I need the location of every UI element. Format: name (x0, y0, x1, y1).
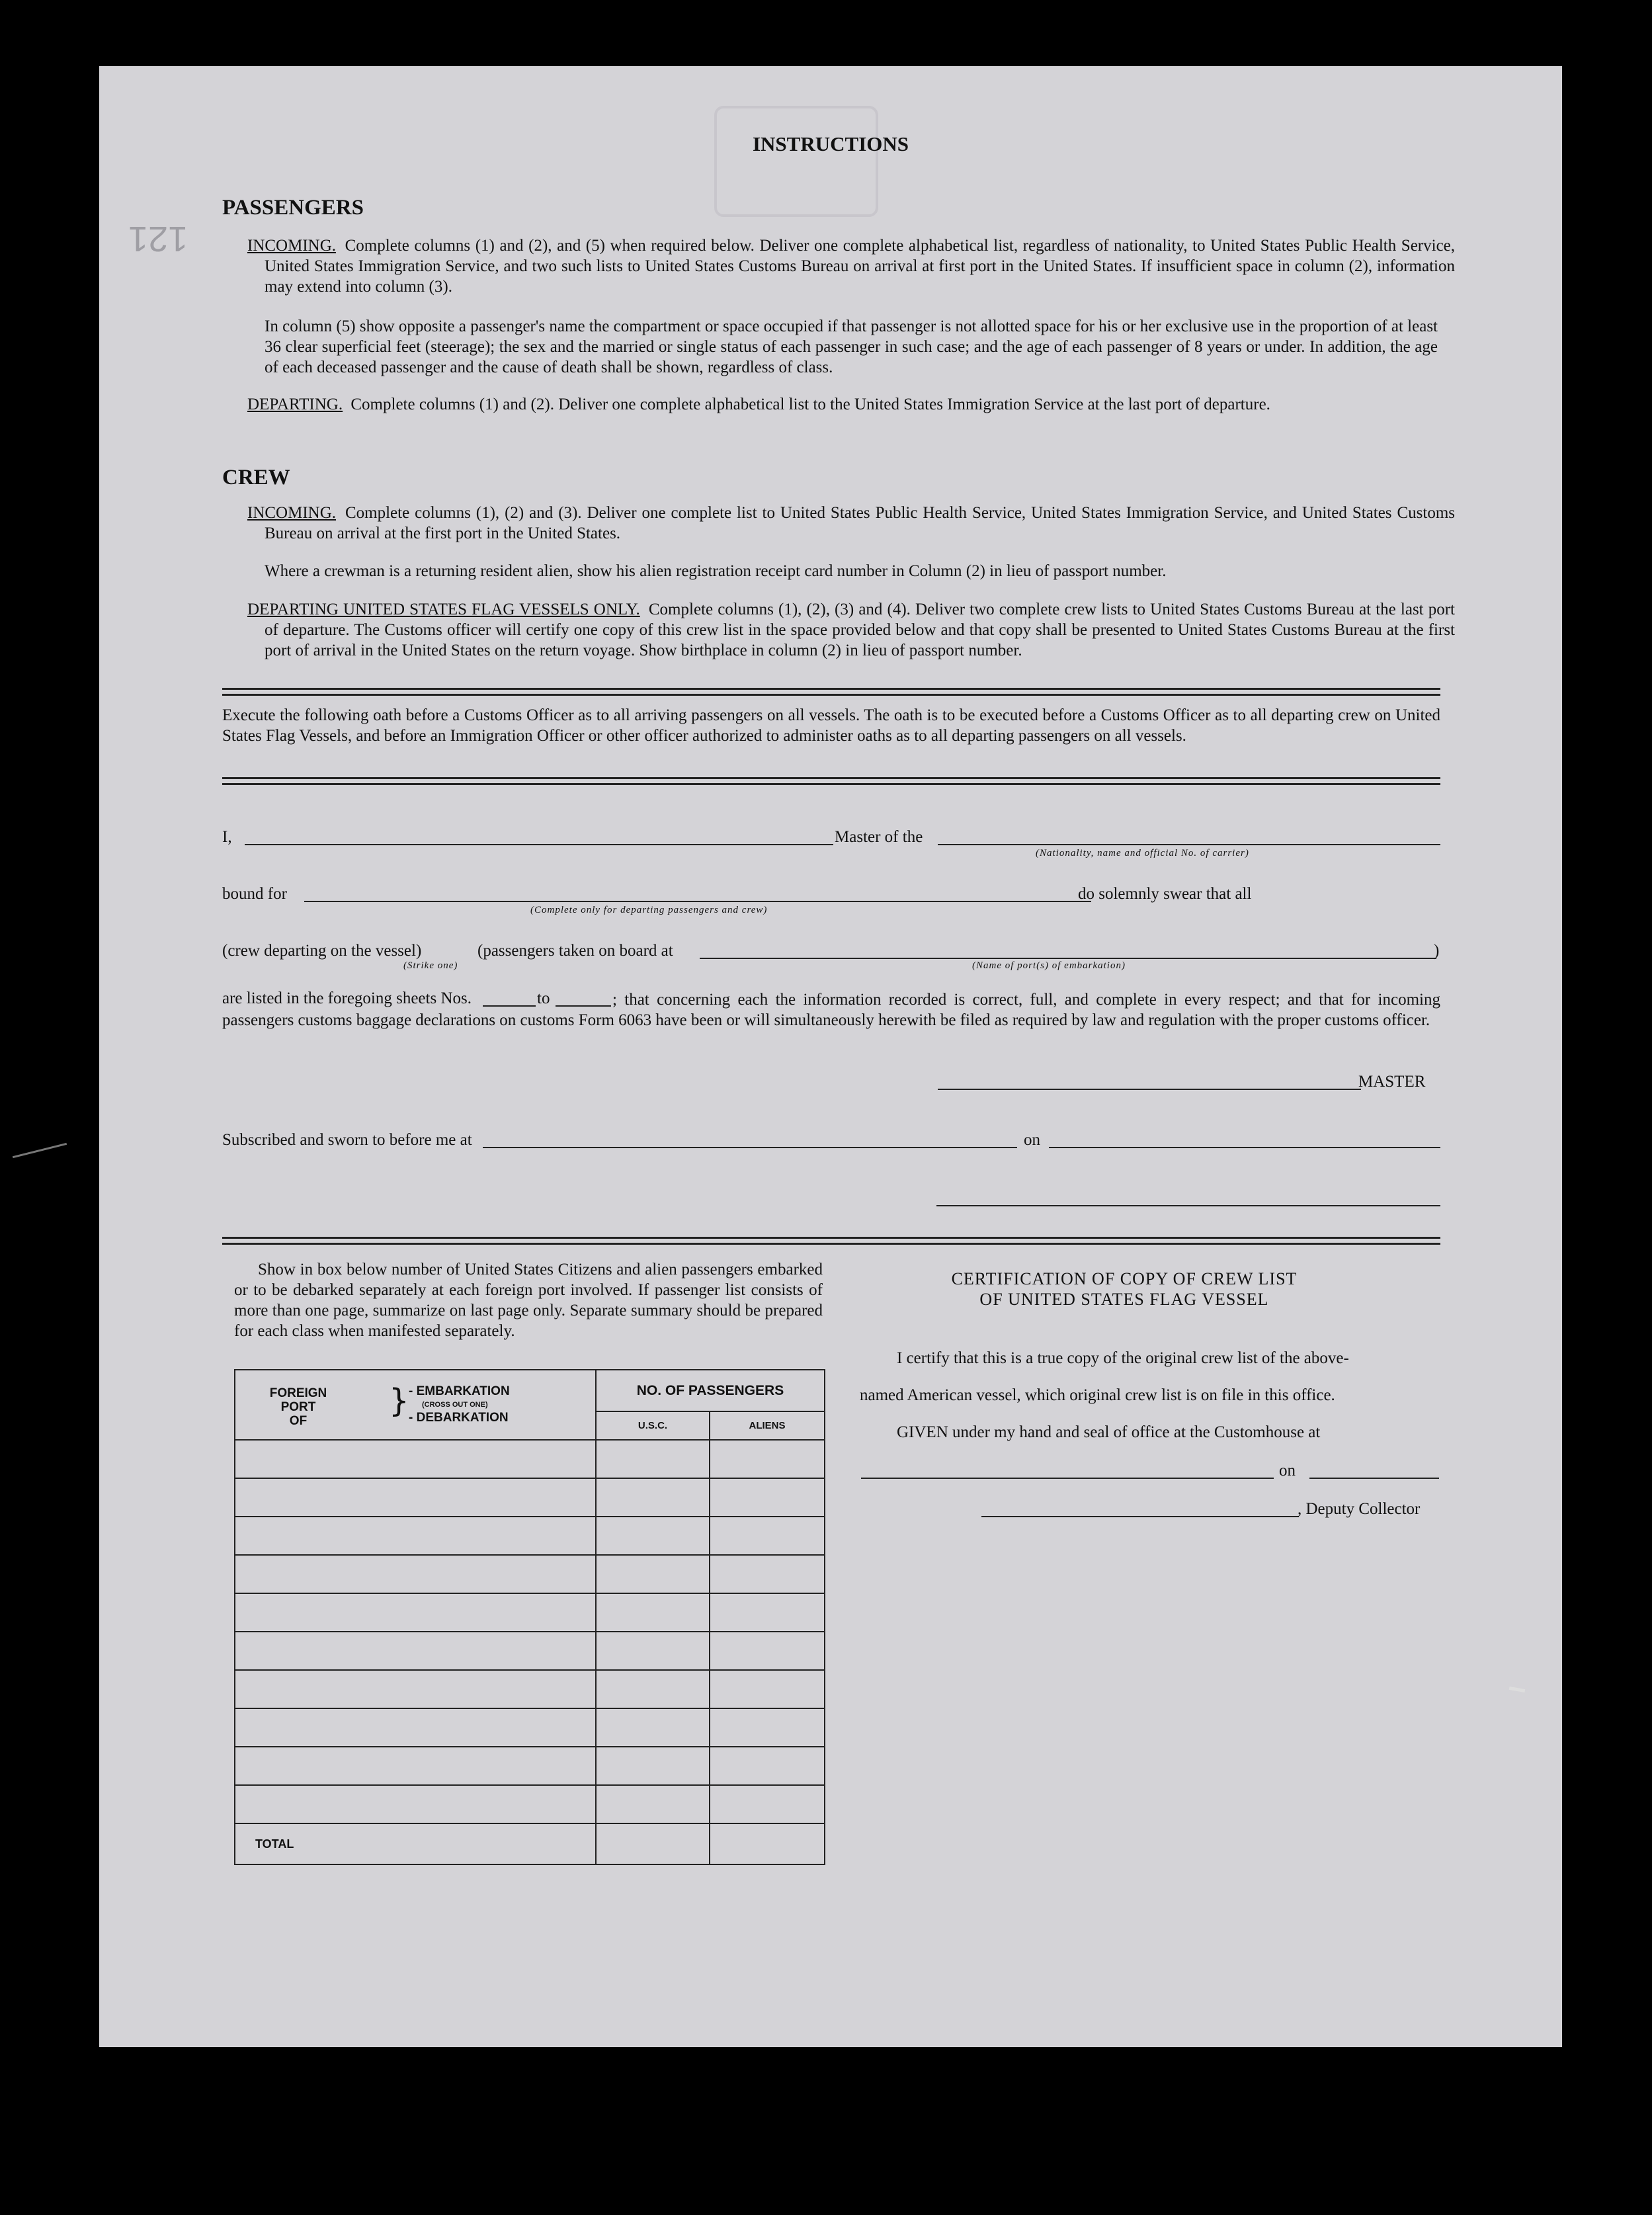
page-title: INSTRUCTIONS (752, 132, 909, 155)
master-name-field[interactable] (245, 844, 833, 845)
port-cell[interactable] (235, 1517, 596, 1555)
master-signature-field[interactable] (938, 1089, 1361, 1090)
total-label: TOTAL (255, 1837, 294, 1851)
port-cell[interactable] (235, 1785, 596, 1823)
aliens-cell[interactable] (710, 1708, 825, 1747)
crew-heading: CREW (222, 466, 290, 489)
crew-departing-paragraph (247, 599, 1455, 661)
passengers-heading: PASSENGERS (222, 196, 364, 220)
on-label: on (1024, 1131, 1040, 1149)
usc-cell[interactable] (596, 1517, 710, 1555)
aliens-cell[interactable] (710, 1555, 825, 1593)
port-cell[interactable] (235, 1593, 596, 1632)
brace-icon: } (389, 1382, 409, 1419)
double-rule (222, 688, 1440, 696)
usc-cell[interactable] (596, 1555, 710, 1593)
strike-caption: (Strike one) (403, 960, 458, 971)
crew-departing-lead: DEPARTING UNITED STATES FLAG VESSELS ONLY. (247, 601, 640, 618)
sworn-place-field[interactable] (483, 1147, 1017, 1148)
aliens-cell[interactable] (710, 1785, 825, 1823)
cert-date-field[interactable] (1309, 1478, 1439, 1479)
aliens-total-cell[interactable] (710, 1823, 825, 1864)
oath-instructions: Execute the following oath before a Customs Officer as to all arriving passengers on all vessels. The oath is to be executed before a Customs Officer as to all departing crew on United States Flag Vessels, and before an Immigration Officer or other officer authorized to administer oaths as to all departing passengers on all vessels. (222, 706, 1440, 745)
usc-cell[interactable] (596, 1632, 710, 1670)
aliens-cell[interactable] (710, 1478, 825, 1517)
usc-cell[interactable] (596, 1785, 710, 1823)
port-cell[interactable] (235, 1632, 596, 1670)
passengers-departing-text: Complete columns (1) and (2). Deliver one complete alphabetical list to the United States Immigration Service at the last port of departure. (351, 396, 1270, 413)
of-label: OF (289, 1414, 308, 1428)
usc-cell[interactable] (596, 1708, 710, 1747)
officer-signature-field[interactable] (936, 1205, 1440, 1206)
port-label: PORT (280, 1400, 316, 1414)
certification-title-line2: OF UNITED STATES FLAG VESSEL (979, 1290, 1269, 1309)
master-of-label: Master of the (835, 828, 923, 846)
port-cell[interactable] (235, 1708, 596, 1747)
carrier-caption: (Nationality, name and official No. of carrier) (1036, 848, 1249, 858)
carrier-field[interactable] (938, 844, 1440, 845)
listed-continuation (222, 989, 1440, 1030)
embarkation-ports-field[interactable] (700, 958, 1436, 959)
passengers-incoming-paragraph (247, 235, 1455, 297)
ports-caption: (Name of port(s) of embarkation) (972, 960, 1126, 971)
crew-incoming-lead: INCOMING. (247, 504, 337, 522)
aliens-header: ALIENS (710, 1411, 825, 1440)
port-header-cell (235, 1370, 596, 1440)
passengers-departing-paragraph (247, 394, 1455, 415)
aliens-cell[interactable] (710, 1440, 825, 1478)
certification-title (860, 1269, 1389, 1310)
passenger-summary-table (234, 1369, 825, 1865)
cross-out-note: (CROSS OUT ONE) (422, 1401, 488, 1409)
swear-label: do solemnly swear that all (1078, 885, 1252, 903)
embarkation-option[interactable]: - EMBARKATION (409, 1384, 510, 1398)
crew-resident-paragraph: Where a crewman is a returning resident alien, show his alien registration receipt card number in Column (2) in lieu of passport number. (265, 562, 1167, 580)
summary-instructions: Show in box below number of United States Citizens and alien passengers embarked or to be debarked separately at each foreign port involved. If passenger list consists of more than one page, summarize on last page only. Separate summary should be prepared for each class when manifested separately. (234, 1261, 823, 1340)
usc-cell[interactable] (596, 1670, 710, 1708)
total-label-cell (235, 1823, 596, 1864)
usc-cell[interactable] (596, 1593, 710, 1632)
certify-line2: named American vessel, which original crew list is on file in this office. (860, 1386, 1335, 1404)
usc-header: U.S.C. (596, 1411, 710, 1440)
aliens-cell[interactable] (710, 1517, 825, 1555)
port-cell[interactable] (235, 1670, 596, 1708)
usc-total-cell[interactable] (596, 1823, 710, 1864)
certification-title-line1: CERTIFICATION OF COPY OF CREW LIST (951, 1269, 1298, 1288)
crew-incoming-paragraph (247, 503, 1455, 544)
listed-continuation-text: ; that concerning each the information recorded is correct, full, and complete in every respect; and that for incoming passengers customs baggage declarations on customs Form 6063 have been or will simultaneously herewith be filed as required by law and regulation with the proper customs officer. (222, 991, 1440, 1029)
margin-mark (13, 1143, 67, 1158)
double-rule (222, 1237, 1440, 1245)
port-cell[interactable] (235, 1478, 596, 1517)
passengers-incoming-text: Complete columns (1) and (2), and (5) when required below. Deliver one complete alphabetical list, regardless of nationality, to United States Public Health Service, United States Immigration Service, and two such lists to United States Customs Bureau on arrival at first port in the United States. If insufficient space in column (2), information may extend into column (3). (265, 237, 1456, 296)
port-cell[interactable] (235, 1555, 596, 1593)
cert-on-label: on (1279, 1462, 1296, 1480)
crew-incoming-text: Complete columns (1), (2) and (3). Deliver one complete list to United States Public Health Service, United States Immigration Service, and United States Customs Bureau on arrival at the first port in the United States. (265, 504, 1455, 542)
bound-caption: (Complete only for departing passengers and crew) (530, 905, 768, 915)
close-paren: ) (1434, 942, 1440, 960)
master-label: MASTER (1358, 1073, 1426, 1091)
i-label: I, (222, 828, 232, 846)
customhouse-field[interactable] (861, 1478, 1274, 1479)
usc-cell[interactable] (596, 1440, 710, 1478)
no-of-passengers-header: NO. OF PASSENGERS (596, 1370, 825, 1411)
crew-departing-option[interactable]: (crew departing on the vessel) (222, 942, 422, 960)
usc-cell[interactable] (596, 1478, 710, 1517)
aliens-cell[interactable] (710, 1593, 825, 1632)
bound-for-field-2[interactable] (958, 901, 1074, 902)
aliens-cell[interactable] (710, 1670, 825, 1708)
sworn-date-field[interactable] (1049, 1147, 1440, 1148)
crew-departing-text: Complete columns (1), (2), (3) and (4). Deliver two complete crew lists to United States Customs Bureau at the last port of departure. The Customs officer will certify one copy of this crew list in the space provided below and that copy shall be presented to United States Customs Bureau at the first port of arrival in the United States on the return voyage. Show birthplace in column (2) in lieu of passport number. (265, 601, 1456, 659)
port-cell[interactable] (235, 1747, 596, 1785)
aliens-cell[interactable] (710, 1747, 825, 1785)
debarkation-option[interactable]: - DEBARKATION (409, 1411, 509, 1425)
usc-cell[interactable] (596, 1747, 710, 1785)
passengers-incoming-lead: INCOMING. (247, 237, 337, 255)
certify-line1: I certify that this is a true copy of the original crew list of the above- (897, 1349, 1349, 1367)
port-cell[interactable] (235, 1440, 596, 1478)
double-rule (222, 777, 1440, 785)
listed-sheets-label: are listed in the foregoing sheets Nos. (222, 989, 472, 1007)
form-sheet (99, 66, 1562, 2047)
passengers-option[interactable]: (passengers taken on board at (477, 942, 673, 960)
to-label: to (537, 989, 550, 1007)
column5-paragraph: In column (5) show opposite a passenger's name the compartment or space occupied if that passenger is not allotted space for his or her exclusive use in the proportion of at least 36 clear superficial feet (steerage); the sex and the married or single status of each passenger in such case; and the age of each passenger of 8 years or under. In addition, the age of each deceased passenger and the cause of death shall be shown, regardless of class. (265, 317, 1438, 376)
aliens-cell[interactable] (710, 1632, 825, 1670)
subscribed-label: Subscribed and sworn to before me at (222, 1131, 472, 1149)
deputy-collector-label: , Deputy Collector (1298, 1500, 1421, 1518)
deputy-signature-field[interactable] (981, 1516, 1299, 1517)
foreign-label: FOREIGN (269, 1386, 327, 1400)
faint-stamp (714, 106, 878, 217)
stamp-number: 121 (128, 219, 188, 259)
bound-for-label: bound for (222, 885, 287, 903)
certify-line3: GIVEN under my hand and seal of office at the Customhouse at (897, 1423, 1321, 1441)
passengers-departing-lead: DEPARTING. (247, 396, 343, 413)
